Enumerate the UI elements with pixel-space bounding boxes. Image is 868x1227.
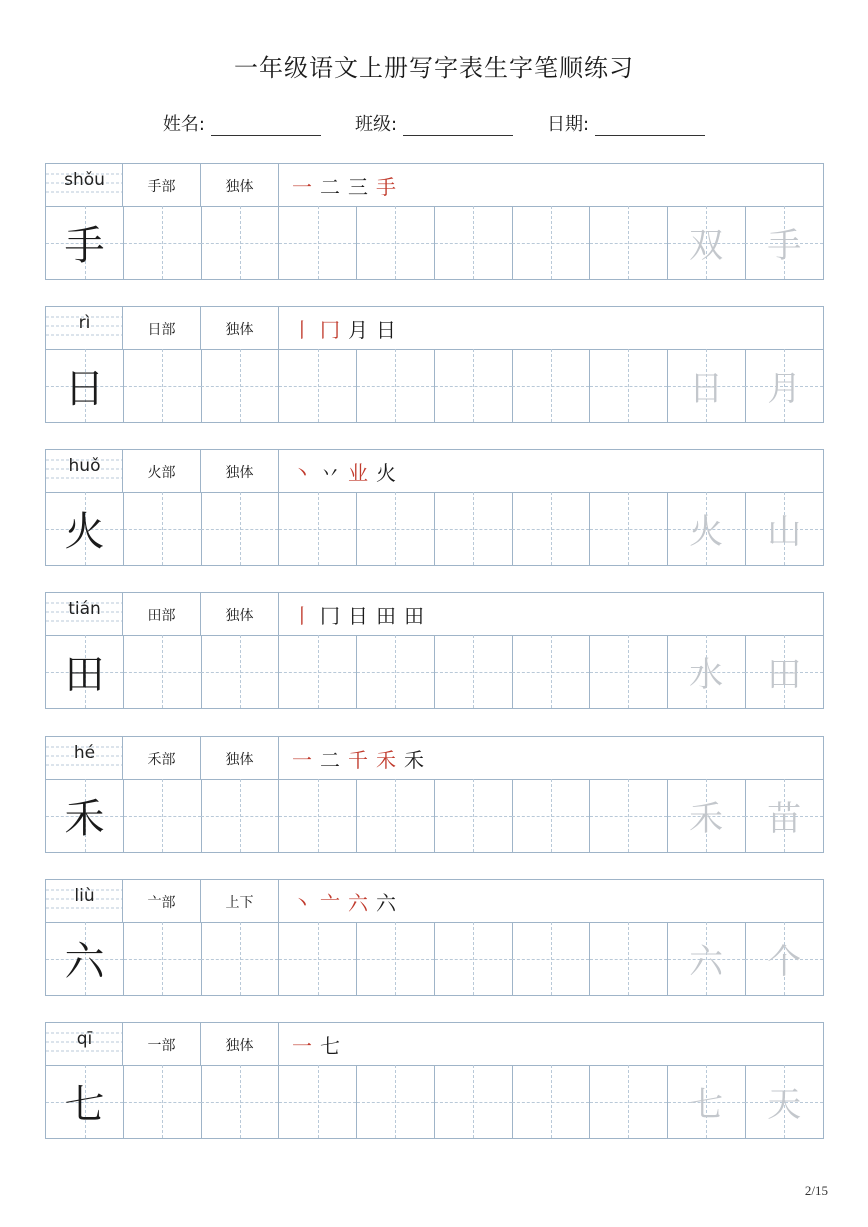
writing-cell[interactable]	[435, 635, 513, 708]
stroke-step	[404, 744, 424, 773]
radical-label: 火部	[123, 450, 201, 492]
trace-word-character: 六	[689, 942, 724, 982]
stroke-step	[292, 744, 312, 773]
model-character: 禾	[64, 796, 105, 842]
stroke-step-base: 三	[348, 174, 368, 199]
writing-cell[interactable]	[357, 635, 435, 708]
name-field	[163, 110, 321, 136]
stroke-step	[348, 887, 368, 916]
trace-word-character: 手	[767, 226, 802, 266]
writing-cell[interactable]	[279, 349, 357, 422]
writing-row	[46, 779, 823, 852]
stroke-step-highlight: 六	[348, 890, 368, 915]
stroke-step	[348, 600, 368, 629]
class-blank[interactable]	[403, 117, 513, 136]
info-row	[46, 164, 823, 207]
stroke-step	[320, 887, 340, 916]
pinyin-text: hé	[73, 743, 96, 763]
writing-cell[interactable]	[590, 492, 668, 565]
stroke-step-highlight: 手	[376, 174, 396, 199]
radical-label: 田部	[123, 593, 201, 635]
stroke-step-highlight: 亠	[320, 890, 340, 915]
writing-cell[interactable]	[124, 349, 202, 422]
writing-cell	[46, 349, 124, 422]
stroke-step-base: 七	[320, 1033, 340, 1058]
model-character: 七	[64, 1082, 105, 1128]
pinyin-text: huǒ	[68, 456, 101, 476]
stroke-step-highlight: 千	[348, 747, 368, 772]
stroke-step	[376, 171, 396, 200]
writing-cell	[46, 206, 124, 279]
stroke-step	[348, 314, 368, 343]
info-row	[46, 450, 823, 493]
stroke-step-base: 日	[376, 317, 396, 342]
stroke-step	[320, 1030, 340, 1059]
trace-word-character: 双	[689, 226, 724, 266]
stroke-order	[292, 454, 396, 488]
page-number: 2/15	[804, 1183, 828, 1198]
pinyin-cell	[46, 737, 123, 779]
pinyin-cell	[46, 593, 123, 635]
structure-label: 独体	[201, 737, 279, 779]
stroke-step-base: 月	[348, 317, 368, 342]
writing-cell	[46, 492, 124, 565]
writing-cell[interactable]	[745, 635, 823, 708]
writing-cell[interactable]	[745, 1065, 823, 1138]
writing-cell[interactable]	[435, 1065, 513, 1138]
writing-cell[interactable]	[668, 206, 746, 279]
stroke-step-highlight: 丨	[292, 603, 312, 628]
writing-cell[interactable]	[201, 922, 279, 995]
writing-cell[interactable]	[512, 349, 590, 422]
writing-cell[interactable]	[435, 206, 513, 279]
writing-cell[interactable]	[435, 922, 513, 995]
structure-label: 独体	[201, 593, 279, 635]
trace-word-character: 田	[767, 655, 802, 695]
writing-cell[interactable]	[201, 779, 279, 852]
pinyin-cell	[46, 450, 123, 492]
date-blank[interactable]	[595, 117, 705, 136]
stroke-step-highlight: 禾	[376, 747, 396, 772]
stroke-step-base: 二	[320, 747, 340, 772]
structure-label: 独体	[201, 307, 279, 349]
stroke-step	[320, 171, 340, 200]
character-block	[45, 592, 824, 709]
stroke-step	[348, 457, 368, 486]
trace-word-character: 日	[689, 369, 724, 409]
date-field	[547, 110, 705, 136]
info-row	[46, 307, 823, 350]
writing-cell[interactable]	[357, 1065, 435, 1138]
writing-cell[interactable]	[668, 492, 746, 565]
stroke-order	[292, 168, 396, 202]
stroke-step-base: 田	[376, 603, 396, 628]
writing-row	[46, 1065, 823, 1138]
radical-label: 亠部	[123, 880, 201, 922]
writing-cell[interactable]	[357, 349, 435, 422]
structure-label: 上下	[201, 880, 279, 922]
writing-row	[46, 922, 823, 995]
stroke-step	[320, 314, 340, 343]
class-label: 班级:	[354, 114, 398, 135]
stroke-step	[376, 314, 396, 343]
class-field	[355, 110, 513, 136]
stroke-step	[348, 171, 368, 200]
stroke-order	[292, 311, 396, 345]
writing-cell[interactable]	[435, 779, 513, 852]
writing-cell[interactable]	[590, 206, 668, 279]
stroke-step-base: 丷	[320, 460, 340, 485]
pinyin-text: rì	[78, 313, 91, 333]
writing-cell[interactable]	[590, 349, 668, 422]
stroke-order	[292, 884, 396, 918]
writing-cell[interactable]	[279, 492, 357, 565]
model-character: 手	[64, 223, 105, 269]
pinyin-text: shǒu	[64, 170, 105, 190]
stroke-step	[376, 600, 396, 629]
character-block	[45, 1022, 824, 1139]
writing-cell[interactable]	[668, 349, 746, 422]
writing-cell[interactable]	[512, 635, 590, 708]
writing-cell[interactable]	[435, 349, 513, 422]
stroke-step	[292, 1030, 312, 1059]
stroke-step-highlight: 一	[292, 1033, 312, 1058]
writing-cell[interactable]	[201, 206, 279, 279]
stroke-step	[320, 600, 340, 629]
radical-label: 手部	[123, 164, 201, 206]
writing-row	[46, 349, 823, 422]
stroke-step	[292, 457, 312, 486]
pinyin-cell	[46, 880, 123, 922]
student-info-bar	[0, 110, 868, 136]
date-label: 日期:	[547, 114, 590, 135]
writing-row	[46, 635, 823, 708]
trace-word-character: 火	[689, 512, 724, 552]
trace-word-character: 天	[767, 1085, 802, 1125]
stroke-step	[404, 600, 424, 629]
writing-cell[interactable]	[668, 779, 746, 852]
trace-word-character: 七	[689, 1085, 724, 1125]
structure-label: 独体	[201, 164, 279, 206]
writing-cell[interactable]	[124, 779, 202, 852]
writing-cell[interactable]	[512, 1065, 590, 1138]
stroke-step	[376, 887, 396, 916]
stroke-step	[292, 171, 312, 200]
writing-cell[interactable]	[124, 492, 202, 565]
info-row	[46, 1023, 823, 1066]
stroke-step	[376, 744, 396, 773]
writing-cell[interactable]	[512, 779, 590, 852]
stroke-step-base: 二	[320, 174, 340, 199]
writing-cell[interactable]	[357, 779, 435, 852]
writing-cell[interactable]	[668, 922, 746, 995]
info-row	[46, 880, 823, 923]
stroke-step-base: 六	[376, 890, 396, 915]
writing-cell[interactable]	[590, 779, 668, 852]
stroke-step-base: 火	[376, 460, 396, 485]
stroke-order	[292, 741, 424, 775]
stroke-order	[292, 1027, 340, 1061]
writing-cell[interactable]	[201, 492, 279, 565]
trace-word-character: 月	[767, 369, 802, 409]
writing-cell[interactable]	[512, 922, 590, 995]
stroke-step-highlight: 一	[292, 174, 312, 199]
character-block	[45, 449, 824, 566]
radical-label: 一部	[123, 1023, 201, 1065]
writing-cell[interactable]	[201, 635, 279, 708]
name-label: 姓名:	[162, 114, 205, 135]
writing-cell[interactable]	[279, 1065, 357, 1138]
character-block	[45, 163, 824, 280]
stroke-step-base: 田	[404, 603, 424, 628]
stroke-step-highlight: 丨	[292, 317, 312, 342]
stroke-step	[292, 314, 312, 343]
writing-cell[interactable]	[124, 635, 202, 708]
writing-cell[interactable]	[124, 206, 202, 279]
radical-label: 日部	[123, 307, 201, 349]
writing-cell[interactable]	[357, 922, 435, 995]
stroke-step	[320, 744, 340, 773]
writing-cell[interactable]	[357, 206, 435, 279]
stroke-step-highlight: 丶	[292, 890, 312, 915]
writing-cell[interactable]	[590, 1065, 668, 1138]
writing-cell[interactable]	[668, 1065, 746, 1138]
stroke-order	[292, 597, 424, 631]
model-character: 火	[64, 509, 105, 555]
model-character: 日	[64, 366, 105, 412]
writing-cell[interactable]	[590, 922, 668, 995]
trace-word-character: 苗	[767, 799, 802, 839]
writing-row	[46, 492, 823, 565]
writing-cell[interactable]	[745, 206, 823, 279]
stroke-step-highlight: 冂	[320, 317, 340, 342]
structure-label: 独体	[201, 1023, 279, 1065]
writing-cell	[46, 635, 124, 708]
trace-word-character: 禾	[689, 799, 724, 839]
info-row	[46, 593, 823, 636]
writing-cell[interactable]	[745, 922, 823, 995]
pinyin-text: tián	[68, 599, 101, 619]
stroke-step-base: 冂	[320, 603, 340, 628]
stroke-step-highlight: 丶	[292, 460, 312, 485]
writing-cell[interactable]	[124, 1065, 202, 1138]
writing-cell[interactable]	[124, 922, 202, 995]
trace-word-character: 山	[767, 512, 802, 552]
pinyin-cell	[46, 1023, 123, 1065]
writing-cell[interactable]	[435, 492, 513, 565]
stroke-step-highlight: 业	[348, 460, 368, 485]
trace-word-character: 个	[767, 942, 802, 982]
writing-cell[interactable]	[279, 922, 357, 995]
character-block	[45, 306, 824, 423]
info-row	[46, 737, 823, 780]
writing-row	[46, 206, 823, 279]
stroke-step	[376, 457, 396, 486]
writing-cell	[46, 779, 124, 852]
pinyin-text: liù	[74, 886, 95, 906]
model-character: 田	[64, 652, 105, 698]
structure-label: 独体	[201, 450, 279, 492]
pinyin-cell	[46, 307, 123, 349]
writing-cell[interactable]	[357, 492, 435, 565]
writing-cell[interactable]	[279, 206, 357, 279]
writing-cell[interactable]	[512, 492, 590, 565]
radical-label: 禾部	[123, 737, 201, 779]
writing-cell[interactable]	[201, 1065, 279, 1138]
writing-cell[interactable]	[201, 349, 279, 422]
trace-word-character: 水	[689, 655, 724, 695]
pinyin-text: qī	[76, 1029, 93, 1049]
writing-cell[interactable]	[590, 635, 668, 708]
writing-cell[interactable]	[279, 635, 357, 708]
writing-cell	[46, 922, 124, 995]
stroke-step-base: 禾	[404, 747, 424, 772]
character-block	[45, 879, 824, 996]
stroke-step	[292, 887, 312, 916]
stroke-step-base: 日	[348, 603, 368, 628]
stroke-step	[320, 457, 340, 486]
writing-cell[interactable]	[668, 635, 746, 708]
writing-cell[interactable]	[745, 779, 823, 852]
stroke-step-highlight: 一	[292, 747, 312, 772]
writing-cell	[46, 1065, 124, 1138]
pinyin-cell	[46, 164, 123, 206]
writing-cell[interactable]	[279, 779, 357, 852]
character-block	[45, 736, 824, 853]
model-character: 六	[64, 939, 105, 985]
page-title: 一年级语文上册写字表生字笔顺练习	[234, 54, 634, 82]
stroke-step	[292, 600, 312, 629]
writing-cell[interactable]	[745, 349, 823, 422]
stroke-step	[348, 744, 368, 773]
writing-cell[interactable]	[745, 492, 823, 565]
name-blank[interactable]	[211, 117, 321, 136]
writing-cell[interactable]	[512, 206, 590, 279]
